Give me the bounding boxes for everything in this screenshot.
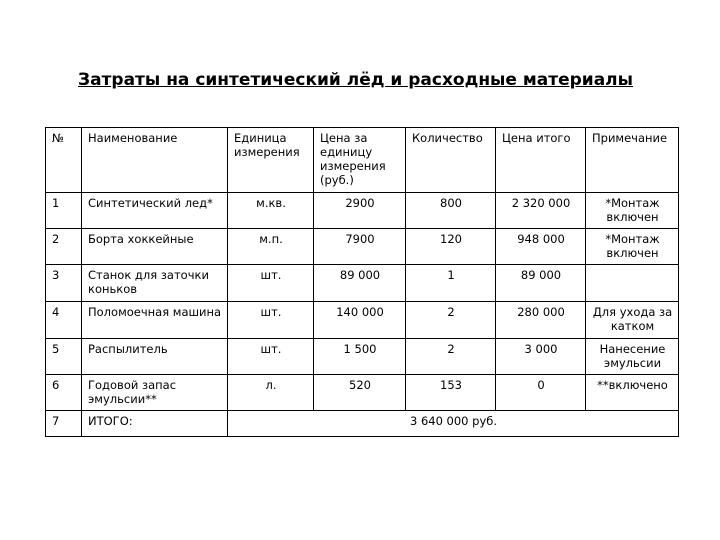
row-name: Годовой запас эмульсии** xyxy=(82,375,228,411)
row-number: 6 xyxy=(46,375,82,411)
row-unit: шт. xyxy=(228,265,314,302)
total-label: ИТОГО: xyxy=(82,411,228,437)
row-unit: шт. xyxy=(228,339,314,375)
table-row xyxy=(46,265,679,302)
row-note: **включено xyxy=(586,375,679,411)
row-price: 1 500 xyxy=(314,339,406,375)
row-total: 0 xyxy=(496,375,586,411)
row-name: Синтетический лед* xyxy=(82,193,228,229)
row-name: Станок для заточки коньков xyxy=(82,265,228,302)
row-total: 948 000 xyxy=(496,229,586,265)
row-note: *Монтаж включен xyxy=(586,229,679,265)
row-price: 7900 xyxy=(314,229,406,265)
header-total: Цена итого xyxy=(496,128,586,193)
row-number: 4 xyxy=(46,302,82,339)
row-unit: м.п. xyxy=(228,229,314,265)
row-name: Борта хоккейные xyxy=(82,229,228,265)
row-unit: шт. xyxy=(228,302,314,339)
header-unit: Единица измерения xyxy=(228,128,314,193)
row-quantity: 153 xyxy=(406,375,496,411)
row-total: 280 000 xyxy=(496,302,586,339)
row-note: *Монтаж включен xyxy=(586,193,679,229)
table-row xyxy=(46,375,679,411)
grand-total-value: 3 640 000 руб. xyxy=(228,411,679,437)
table-row xyxy=(46,193,679,229)
row-total: 2 320 000 xyxy=(496,193,586,229)
table-row xyxy=(46,229,679,265)
table-total-row xyxy=(46,411,679,437)
header-quantity: Количество xyxy=(406,128,496,193)
row-number: 3 xyxy=(46,265,82,302)
total-row-number: 7 xyxy=(46,411,82,437)
row-note: Для ухода за катком xyxy=(586,302,679,339)
row-total: 89 000 xyxy=(496,265,586,302)
row-quantity: 2 xyxy=(406,302,496,339)
row-unit: л. xyxy=(228,375,314,411)
row-price: 140 000 xyxy=(314,302,406,339)
row-quantity: 1 xyxy=(406,265,496,302)
row-note: Нанесение эмульсии xyxy=(586,339,679,375)
row-number: 1 xyxy=(46,193,82,229)
row-price: 520 xyxy=(314,375,406,411)
header-unit-price: Цена за единицу измерения (руб.) xyxy=(314,128,406,193)
row-total: 3 000 xyxy=(496,339,586,375)
row-quantity: 120 xyxy=(406,229,496,265)
table-header-row xyxy=(46,128,679,193)
table-row xyxy=(46,302,679,339)
row-quantity: 2 xyxy=(406,339,496,375)
row-price: 2900 xyxy=(314,193,406,229)
page-title: Затраты на синтетический лёд и расходные материалы xyxy=(78,70,634,90)
header-name: Наименование xyxy=(82,128,228,193)
costs-table xyxy=(45,127,679,437)
table-row xyxy=(46,339,679,375)
row-price: 89 000 xyxy=(314,265,406,302)
row-name: Поломоечная машина xyxy=(82,302,228,339)
row-note xyxy=(586,265,679,302)
row-quantity: 800 xyxy=(406,193,496,229)
row-unit: м.кв. xyxy=(228,193,314,229)
row-number: 5 xyxy=(46,339,82,375)
row-number: 2 xyxy=(46,229,82,265)
header-number: № xyxy=(46,128,82,193)
row-name: Распылитель xyxy=(82,339,228,375)
header-note: Примечание xyxy=(586,128,679,193)
